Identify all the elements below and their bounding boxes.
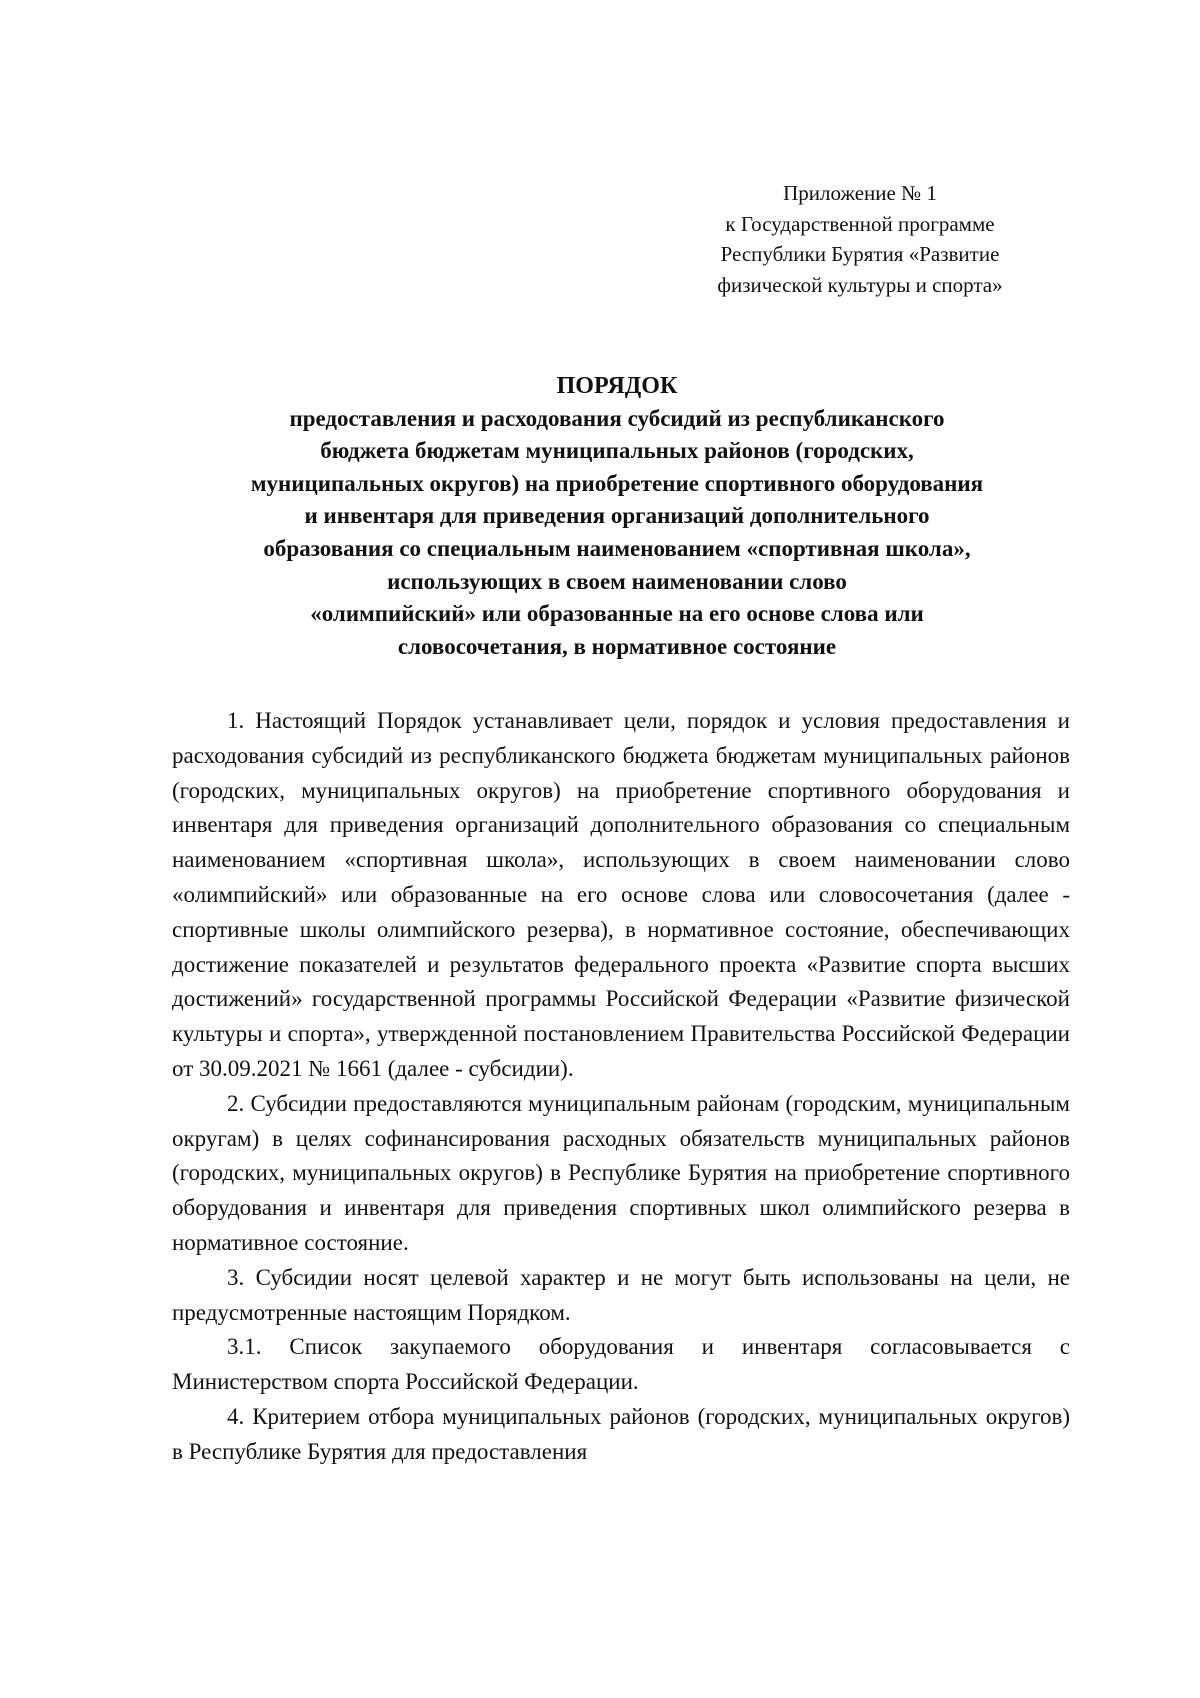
heading-line: и инвентаря для приведения организаций дополнительного <box>304 503 930 529</box>
document-title: ПОРЯДОК <box>556 373 678 399</box>
heading-line: словосочетания, в нормативное состояние <box>397 633 837 659</box>
heading-line: «олимпийский» или образованные на его основе слова или <box>310 601 924 627</box>
document-body <box>172 704 1070 1470</box>
paragraph-4: 4. Критерием отбора муниципальных районов (городских, муниципальных округов) в Республике Бурятия для предоставления <box>172 1403 1070 1464</box>
heading-line: предоставления и расходования субсидий из республиканского <box>289 405 945 431</box>
heading-line: бюджета бюджетам муниципальных районов (городских, <box>320 438 914 464</box>
heading-line: образования со специальным наименованием «спортивная школа», <box>263 535 971 561</box>
heading-line: муниципальных округов) на приобретение спортивного оборудования <box>250 470 984 496</box>
annex-line: Приложение № 1 <box>783 181 937 205</box>
paragraph-3: 3. Субсидии носят целевой характер и не могут быть использованы на цели, не предусмотренные настоящим Порядком. <box>172 1264 1070 1325</box>
paragraph-2: 2. Субсидии предоставляются муниципальным районам (городским, муниципальным округам) в целях софинансирования расходных обязательств муниципальных районов (городских, муниципальных округов) в Республике Бурятия на приобретение спортивного оборудования и инвентаря для приведения спортивных школ олимпийского резерва в нормативное состояние. <box>172 1090 1070 1255</box>
annex-line: физической культуры и спорта» <box>717 272 1003 297</box>
annex-line: к Государственной программе <box>725 211 995 236</box>
paragraph-1: 1. Настоящий Порядок устанавливает цели, порядок и условия предоставления и расходования субсидий из республиканского бюджета бюджетам муниципальных районов (городских, муниципальных округов) на приобретение спортивного оборудования и инвентаря для приведения организаций дополнительного образования со специальным наименованием «спортивная школа», использующих в своем наименовании слово «олимпийский» или образованные на его основе слова или словосочетания (далее - спортивные школы олимпийского резерва), в нормативное состояние, обеспечивающих достижение показателей и результатов федерального проекта «Развитие спорта высших достижений» государственной программы Российской Федерации «Развитие физической культуры и спорта», утвержденной постановлением Правительства Российской Федерации от 30.09.2021 № 1661 (далее - субсидии). <box>172 708 1070 1081</box>
annex-line: Республики Бурятия «Развитие <box>720 242 1000 266</box>
paragraph-3-1: 3.1. Список закупаемого оборудования и инвентаря согласовывается с Министерством спорта Российской Федерации. <box>172 1334 1070 1395</box>
document-heading <box>165 370 1069 663</box>
heading-line: использующих в своем наименовании слово <box>387 568 847 594</box>
annex-header <box>660 178 1060 300</box>
